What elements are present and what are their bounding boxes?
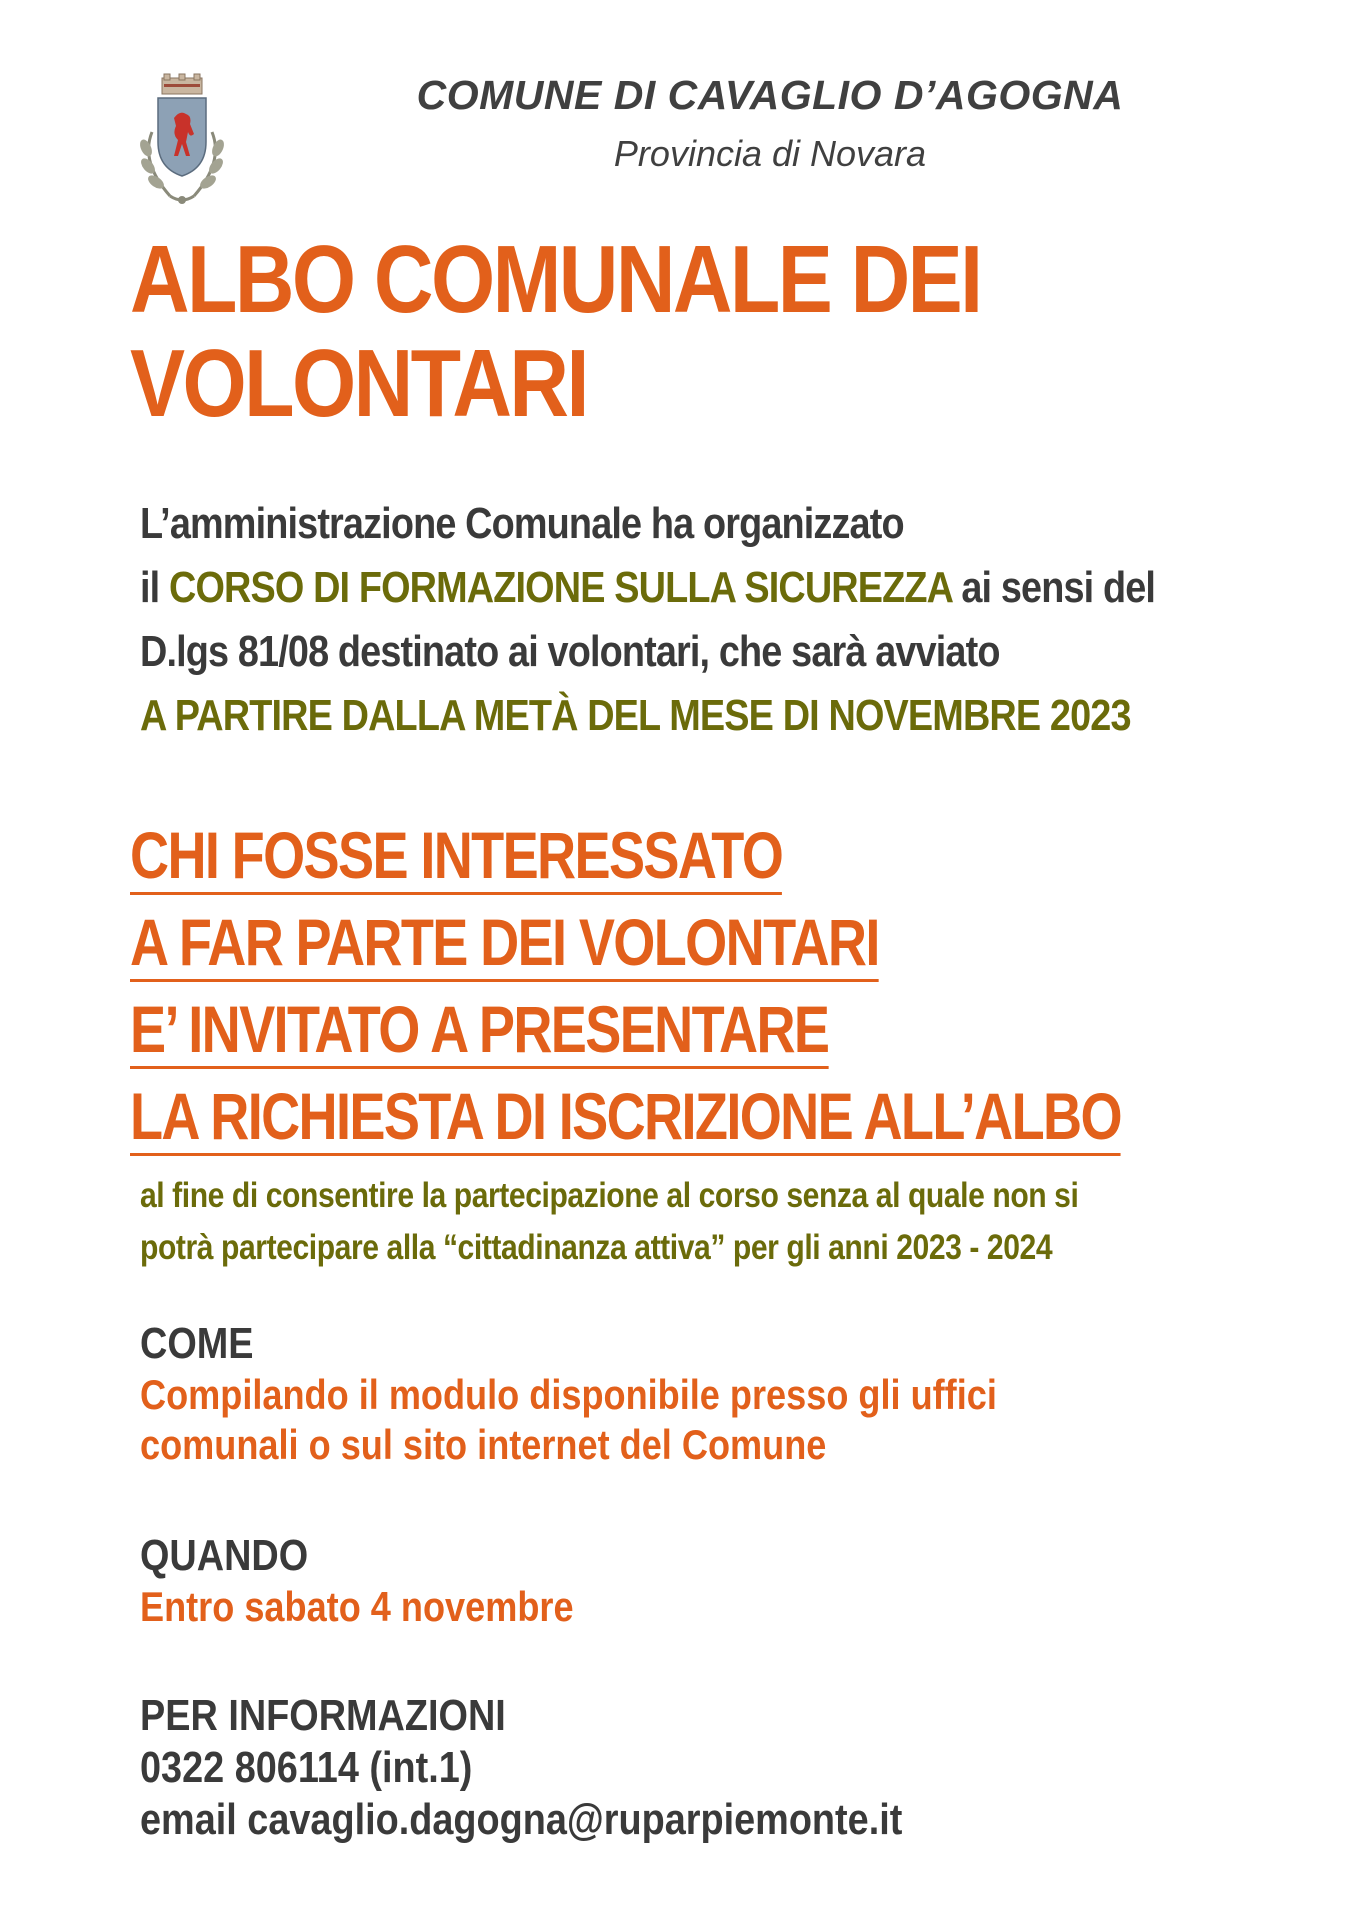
- cta-line: CHI FOSSE INTERESSATO: [130, 818, 782, 895]
- when-label: QUANDO: [140, 1531, 309, 1580]
- deadline-text: Entro sabato 4 novembre: [140, 1583, 574, 1630]
- intro-line: [140, 556, 1155, 620]
- how-section: [140, 1318, 997, 1470]
- how-label: COME: [140, 1319, 254, 1368]
- coat-of-arms-icon: [130, 72, 234, 212]
- poster-title: [130, 228, 981, 436]
- province-name: Provincia di Novara: [613, 133, 927, 174]
- start-date-highlight: A PARTIRE DALLA METÀ DEL MESE DI NOVEMBRE 2023: [140, 691, 1131, 740]
- course-name-highlight: CORSO DI FORMAZIONE SULLA SICUREZZA: [168, 563, 952, 612]
- participation-note: [140, 1170, 1078, 1274]
- intro-line: L’amministrazione Comunale ha organizzato: [140, 499, 904, 548]
- intro-paragraph: [140, 492, 1155, 748]
- how-text: Compilando il modulo disponibile presso gli uffici: [140, 1371, 997, 1418]
- contact-section: [140, 1690, 902, 1846]
- cta-line: LA RICHIESTA DI ISCRIZIONE ALL’ALBO: [130, 1079, 1121, 1156]
- contact-label: PER INFORMAZIONI: [140, 1691, 506, 1740]
- how-text: comunali o sul sito internet del Comune: [140, 1421, 827, 1468]
- poster-title-line: VOLONTARI: [130, 330, 587, 437]
- municipality-name: COMUNE DI CAVAGLIO D’AGOGNA: [416, 72, 1124, 118]
- note-line: potrà partecipare alla “cittadinanza attiva” per gli anni 2023 - 2024: [140, 1228, 1053, 1267]
- intro-text: il: [140, 563, 169, 612]
- phone-number: 0322 806114 (int.1): [140, 1743, 473, 1792]
- cta-line: E’ INVITATO A PRESENTARE: [130, 992, 828, 1069]
- intro-line: D.lgs 81/08 destinato ai volontari, che sarà avviato: [140, 627, 1000, 676]
- email-address: email cavaglio.dagogna@ruparpiemonte.it: [140, 1795, 903, 1844]
- when-section: [140, 1530, 574, 1632]
- poster-title-line: ALBO COMUNALE DEI: [130, 226, 981, 333]
- intro-text: ai sensi del: [951, 563, 1156, 612]
- cta-line: A FAR PARTE DEI VOLONTARI: [130, 905, 879, 982]
- call-to-action: [130, 812, 1121, 1160]
- note-line: al fine di consentire la partecipazione al corso senza al quale non si: [140, 1176, 1079, 1215]
